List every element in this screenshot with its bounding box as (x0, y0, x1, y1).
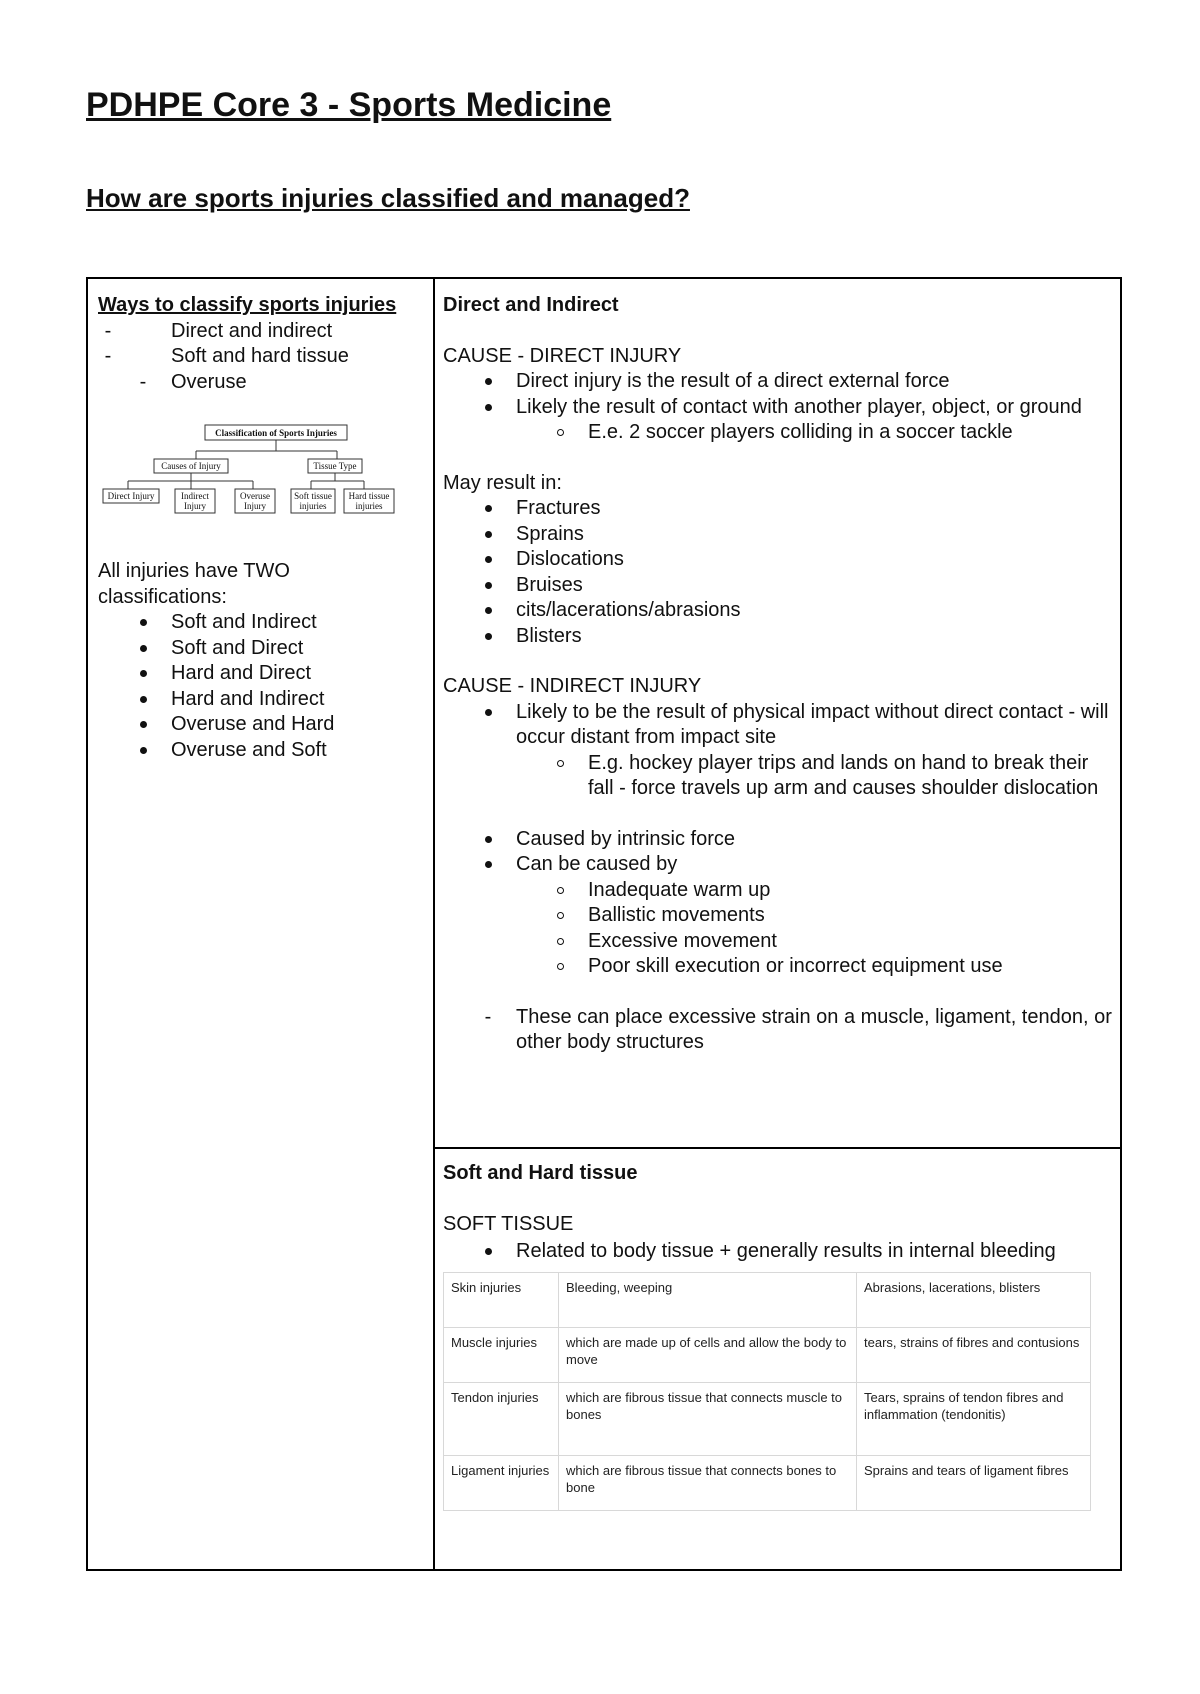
two-class-intro: All injuries have TWO classifications: (98, 560, 290, 608)
cause-item: Excessive movement (443, 929, 1113, 955)
cause-item: Poor skill execution or incorrect equipment use (443, 954, 1113, 980)
diagram-leaf-direct: Direct Injury (107, 491, 155, 501)
cell-type: Skin injuries (444, 1273, 559, 1328)
notes-table (86, 277, 1122, 1571)
column-divider (433, 279, 435, 1569)
cause-direct-label: CAUSE - DIRECT INJURY (443, 344, 682, 367)
classify-heading: Ways to classify sports injuries (98, 294, 397, 316)
direct-indirect-heading: Direct and Indirect (443, 294, 619, 316)
bullet-item: Related to body tissue + generally results in internal bleeding (443, 1237, 1113, 1266)
two-class-item: Hard and Indirect (98, 687, 423, 713)
cell-result: Tears, sprains of tendon fibres and inflammation (tendonitis) (857, 1383, 1091, 1456)
diagram-leaf-hard: Hard tissue (348, 491, 390, 501)
diagram-leaf-soft-2: injuries (299, 501, 327, 511)
cell-type: Muscle injuries (444, 1328, 559, 1383)
two-class-item: Soft and Indirect (98, 610, 423, 636)
classify-item: - Overuse (139, 370, 247, 393)
may-result-label: May result in: (443, 471, 562, 494)
classification-cell (98, 293, 423, 763)
cell-desc: which are fibrous tissue that connects muscle to bones (559, 1383, 857, 1456)
page-subtitle: How are sports injuries classified and managed? (86, 183, 690, 213)
diagram-leaf-overuse: Overuse (240, 491, 270, 501)
cell-type: Tendon injuries (444, 1383, 559, 1456)
diagram-leaf-indirect: Indirect (181, 491, 209, 501)
result-item: Sprains (443, 522, 1113, 548)
diagram-leaf-hard-2: injuries (355, 501, 383, 511)
table-row (444, 1383, 1091, 1456)
soft-hard-cell (443, 1161, 1113, 1511)
direct-indirect-cell (443, 293, 1113, 1056)
diagram-branch-cause: Causes of Injury (161, 461, 221, 471)
result-item: Blisters (443, 624, 1113, 650)
result-item: Bruises (443, 573, 1113, 599)
diagram-root: Classification of Sports Injuries (215, 428, 337, 438)
result-item: Dislocations (443, 547, 1113, 573)
cell-result: Sprains and tears of ligament fibres (857, 1456, 1091, 1511)
page-title: PDHPE Core 3 - Sports Medicine (86, 86, 612, 124)
two-class-item: Overuse and Soft (98, 738, 423, 764)
soft-hard-heading: Soft and Hard tissue (443, 1162, 638, 1184)
soft-tissue-label: SOFT TISSUE (443, 1212, 574, 1235)
bullet-item: Direct injury is the result of a direct external force (443, 369, 1113, 395)
row-divider (433, 1147, 1120, 1149)
cause-item: Ballistic movements (443, 903, 1113, 929)
bullet-item: Caused by intrinsic force (443, 827, 1113, 853)
classify-item: - Soft and hard tissue (104, 345, 349, 367)
cause-indirect-label: CAUSE - INDIRECT INJURY (443, 675, 702, 697)
cell-type: Ligament injuries (444, 1456, 559, 1511)
cell-result: tears, strains of fibres and contusions (857, 1328, 1091, 1383)
table-row (444, 1456, 1091, 1511)
two-class-item: Overuse and Hard (98, 712, 423, 738)
two-class-item: Hard and Direct (98, 661, 423, 687)
strain-note: - These can place excessive strain on a muscle, ligament, tendon, or other body structures (484, 1005, 1112, 1053)
sub-bullet-item: E.g. hockey player trips and lands on hand to break their fall - force travels up arm and causes shoulder dislocation (443, 751, 1113, 802)
result-item: cits/lacerations/abrasions (443, 598, 1113, 624)
bullet-item: Likely to be the result of physical impact without direct contact - will occur distant from impact site (443, 700, 1113, 751)
table-row (444, 1328, 1091, 1383)
classify-item: - Direct and indirect (104, 319, 333, 342)
diagram-leaf-overuse-2: Injury (244, 501, 266, 511)
two-class-item: Soft and Direct (98, 636, 423, 662)
cell-desc: which are fibrous tissue that connects bones to bone (559, 1456, 857, 1511)
bullet-item: Can be caused by (443, 852, 1113, 878)
cell-desc: Bleeding, weeping (559, 1273, 857, 1328)
diagram-leaf-indirect-2: Injury (184, 501, 206, 511)
cell-desc: which are made up of cells and allow the body to move (559, 1328, 857, 1383)
result-item: Fractures (443, 496, 1113, 522)
diagram-branch-tissue: Tissue Type (313, 461, 357, 471)
diagram-leaf-soft: Soft tissue (294, 491, 332, 501)
table-row (444, 1273, 1091, 1328)
sub-bullet-item: E.e. 2 soccer players colliding in a soccer tackle (443, 420, 1113, 446)
classification-diagram (98, 413, 423, 533)
bullet-item: Likely the result of contact with another player, object, or ground (443, 395, 1113, 421)
cell-result: Abrasions, lacerations, blisters (857, 1273, 1091, 1328)
tissue-injury-table (443, 1272, 1091, 1511)
cause-item: Inadequate warm up (443, 878, 1113, 904)
